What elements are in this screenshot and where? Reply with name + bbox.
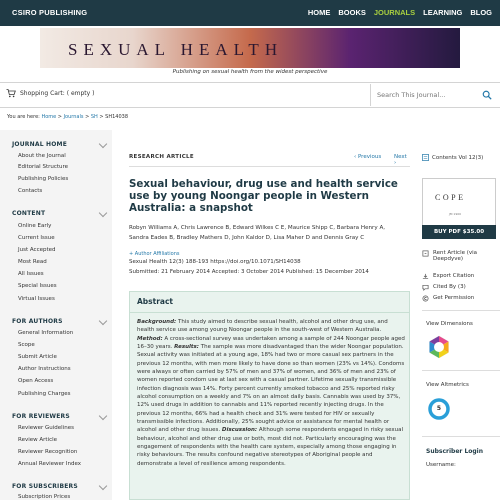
abstract-method-label: Method: bbox=[137, 335, 163, 342]
chevron-down-icon[interactable] bbox=[99, 140, 107, 148]
export-icon bbox=[422, 273, 429, 280]
sidebar-item-subscription-prices[interactable]: Subscription Prices bbox=[18, 494, 71, 500]
article-citation: Sexual Health 12(3) 188-193 https://doi.org/10.1071/SH14038 bbox=[129, 259, 301, 265]
chevron-down-icon[interactable] bbox=[99, 482, 107, 490]
sidebar-item-reviewer-recognition[interactable]: Reviewer Recognition bbox=[18, 449, 78, 455]
right-panel bbox=[412, 130, 500, 500]
journal-tagline: Publishing on sexual health from the widest perspective bbox=[172, 69, 328, 75]
dimensions-icon bbox=[426, 334, 452, 360]
divider bbox=[129, 166, 410, 167]
nav-books[interactable]: BOOKS bbox=[338, 8, 366, 17]
chevron-down-icon[interactable] bbox=[99, 412, 107, 420]
rent-article-label: Rent Article (via Deepdyve) bbox=[433, 250, 478, 262]
abstract-panel bbox=[129, 291, 410, 500]
cart-icon bbox=[6, 88, 16, 98]
search-input[interactable] bbox=[377, 89, 477, 101]
sidebar-item-reviewer-index[interactable]: Annual Reviewer Index bbox=[18, 461, 82, 467]
contents-link[interactable] bbox=[422, 154, 483, 161]
breadcrumb-sh[interactable]: SH bbox=[90, 114, 98, 120]
sidebar-item-most-read[interactable]: Most Read bbox=[18, 259, 47, 265]
sidebar-item-publishing-charges[interactable]: Publishing Charges bbox=[18, 391, 71, 397]
chevron-down-icon[interactable] bbox=[99, 209, 107, 217]
sidebar-item-just-accepted[interactable]: Just Accepted bbox=[18, 247, 56, 253]
cited-by-link[interactable] bbox=[422, 284, 466, 291]
cited-by-label: Cited By (3) bbox=[433, 284, 466, 290]
banner-title: SEXUAL HEALTH bbox=[68, 40, 284, 59]
sidebar bbox=[0, 130, 112, 500]
sidebar-item-all-issues[interactable]: All Issues bbox=[18, 271, 44, 277]
breadcrumb: You are here: Home > Journals > SH > SH14038 bbox=[7, 114, 129, 120]
breadcrumb-home[interactable]: Home bbox=[41, 114, 57, 120]
divider bbox=[0, 107, 500, 108]
sidebar-item-editorial[interactable]: Editorial Structure bbox=[18, 164, 69, 170]
previous-article-link[interactable]: ‹ Previous bbox=[354, 154, 382, 160]
sidebar-item-online-early[interactable]: Online Early bbox=[18, 223, 52, 229]
article-dates: Submitted: 21 February 2014 Accepted: 3 October 2014 Published: 15 December 2014 bbox=[129, 269, 369, 275]
abstract-results-label: Results: bbox=[174, 343, 200, 350]
cope-logo[interactable] bbox=[422, 178, 496, 226]
top-nav bbox=[308, 8, 492, 17]
abstract-results: The sample was more disadvantaged than the wider Noongar population. Sexual activity was initiated at a young age, 18% had two or more casual sex partners in the previous 12 months, with men more likely to have done so than women (23% vs 14%). Condoms were always or often carried by 57% of men and 37% of women, and 36% of men and 23% of women reported condom use at last sex with a casual partner. Lifetime sexually transmissible infection diagnosis was 14%. Forty percent currently smoked tobacco and 25% reported risky alcohol consumption on a weekly and 7% on an almost daily basis. Cannabis was used by 37%, 12% used drugs in addition to cannabis and 11% reported recently injecting drugs. In the previous 12 months, 66% had a health check and 31% were tested for HIV or sexually transmissible infections. Additionally, 25% sought advice or assistance for mental health or alcohol and other drug issues. bbox=[137, 343, 405, 434]
sidebar-item-policies[interactable]: Publishing Policies bbox=[18, 176, 69, 182]
article-title: Sexual behaviour, drug use and health service use by young Noongar people in Western Australia: a snapshot bbox=[129, 178, 398, 214]
article-main bbox=[112, 130, 410, 500]
sidebar-item-special-issues[interactable]: Special Issues bbox=[18, 283, 57, 289]
author-list-line-1[interactable]: Robyn Williams A, Chris Lawrence B, Edward Wilkes C E, Maurice Shipp C, Barbara Henry A, bbox=[129, 225, 386, 231]
sidebar-section-for-authors[interactable]: FOR AUTHORS bbox=[12, 318, 63, 325]
export-citation-link[interactable] bbox=[422, 273, 474, 280]
breadcrumb-journals[interactable]: Journals bbox=[63, 114, 84, 120]
top-bar bbox=[0, 0, 500, 26]
sidebar-item-current-issue[interactable]: Current Issue bbox=[18, 235, 55, 241]
article-type-label: RESEARCH ARTICLE bbox=[129, 154, 194, 160]
sidebar-item-general-info[interactable]: General Information bbox=[18, 330, 74, 336]
sidebar-item-author-instructions[interactable]: Author Instructions bbox=[18, 366, 71, 372]
journal-banner[interactable] bbox=[40, 28, 460, 68]
divider bbox=[0, 82, 500, 83]
breadcrumb-current: SH14038 bbox=[105, 114, 129, 120]
buy-pdf-button[interactable]: BUY PDF $35.00 bbox=[422, 225, 496, 239]
abstract-background: This study aimed to describe sexual health, alcohol and other drug use, and health service use among young Noongar people in the south-west of Western Australia. bbox=[137, 319, 388, 334]
contents-label: Contents Vol 12(3) bbox=[432, 154, 484, 161]
sidebar-section-content[interactable]: CONTENT bbox=[12, 210, 46, 217]
divider bbox=[422, 370, 500, 371]
get-permission-label: Get Permission bbox=[433, 295, 475, 301]
cited-by-icon bbox=[422, 284, 429, 291]
sidebar-item-virtual-issues[interactable]: Virtual Issues bbox=[18, 296, 55, 302]
rent-icon bbox=[422, 250, 429, 257]
abstract-text bbox=[137, 318, 405, 468]
chevron-down-icon[interactable] bbox=[99, 317, 107, 325]
dimensions-title: View Dimensions bbox=[426, 321, 473, 327]
cope-wordmark: COPE bbox=[435, 193, 466, 202]
export-citation-label: Export Citation bbox=[433, 273, 475, 279]
sidebar-section-for-subscribers[interactable]: FOR SUBSCRIBERS bbox=[12, 483, 78, 490]
csiro-publishing-logo[interactable]: CSIRO PUBLISHING bbox=[12, 8, 88, 17]
abstract-background-label: Background: bbox=[137, 319, 177, 325]
search-box bbox=[370, 84, 500, 106]
nav-learning[interactable]: LEARNING bbox=[423, 8, 463, 17]
sidebar-item-review-article[interactable]: Review Article bbox=[18, 437, 58, 443]
abstract-discussion-label: Discussion: bbox=[221, 427, 258, 434]
sidebar-section-journal-home[interactable]: JOURNAL HOME bbox=[12, 141, 67, 148]
sidebar-section-for-reviewers[interactable]: FOR REVIEWERS bbox=[12, 413, 70, 420]
subscriber-login-title: Subscriber Login bbox=[426, 448, 484, 455]
altmetric-score: 5 bbox=[436, 404, 442, 412]
divider bbox=[422, 436, 500, 437]
sidebar-item-open-access[interactable]: Open Access bbox=[18, 378, 54, 384]
sidebar-item-contacts[interactable]: Contacts bbox=[18, 188, 43, 194]
altmetrics-title: View Altmetrics bbox=[426, 382, 469, 388]
sidebar-item-scope[interactable]: Scope bbox=[18, 342, 35, 348]
get-permission-link[interactable] bbox=[422, 295, 474, 302]
cart-label: Shopping Cart: ( empty ) bbox=[20, 89, 95, 97]
copyright-icon bbox=[422, 295, 429, 302]
abstract-method: A cross-sectional survey was undertaken among a sample of 244 Noongar people aged 16–30 years. bbox=[137, 335, 405, 350]
dimensions-badge[interactable] bbox=[426, 334, 452, 360]
cope-member-id: JM 1900 bbox=[449, 212, 462, 216]
previous-label: Previous bbox=[357, 154, 382, 160]
search-icon bbox=[482, 90, 492, 100]
nav-journals[interactable]: JOURNALS bbox=[373, 8, 416, 17]
next-label: Next bbox=[394, 154, 407, 160]
abstract-discussion: Although some respondents engaged in risky sexual behaviour, alcohol and other drug use or both, most did not. Particularly encouraging was the engagement of respondents with the health care system, especially among those engaging in risky behaviours. The results confound negative stereotypes of Aboriginal people and demonstrate a level of resilience among respondents. bbox=[137, 427, 404, 467]
shopping-cart[interactable] bbox=[6, 88, 94, 98]
sidebar-item-about[interactable]: About the Journal bbox=[18, 153, 66, 159]
abstract-title: Abstract bbox=[137, 297, 174, 306]
contents-icon bbox=[422, 154, 429, 161]
author-affiliations-toggle[interactable]: + Author Affiliations bbox=[129, 251, 180, 257]
username-label: Username: bbox=[426, 462, 456, 468]
altmetric-badge[interactable] bbox=[428, 398, 450, 420]
sidebar-item-reviewer-guidelines[interactable]: Reviewer Guidelines bbox=[18, 425, 74, 431]
breadcrumb-prefix: You are here: bbox=[7, 114, 40, 120]
search-button[interactable] bbox=[480, 88, 494, 102]
author-list-line-2[interactable]: Sandra Eades B, Bradley Mathers D, John Kaldor D, Lisa Maher D and Dennis Gray C bbox=[129, 235, 365, 241]
divider bbox=[422, 310, 500, 311]
nav-blog[interactable]: BLOG bbox=[470, 8, 492, 17]
rent-article-link[interactable] bbox=[422, 250, 493, 262]
next-article-link[interactable]: Next › bbox=[394, 154, 407, 166]
nav-home[interactable]: HOME bbox=[307, 8, 331, 17]
sidebar-item-submit-article[interactable]: Submit Article bbox=[18, 354, 57, 360]
divider bbox=[130, 312, 409, 313]
